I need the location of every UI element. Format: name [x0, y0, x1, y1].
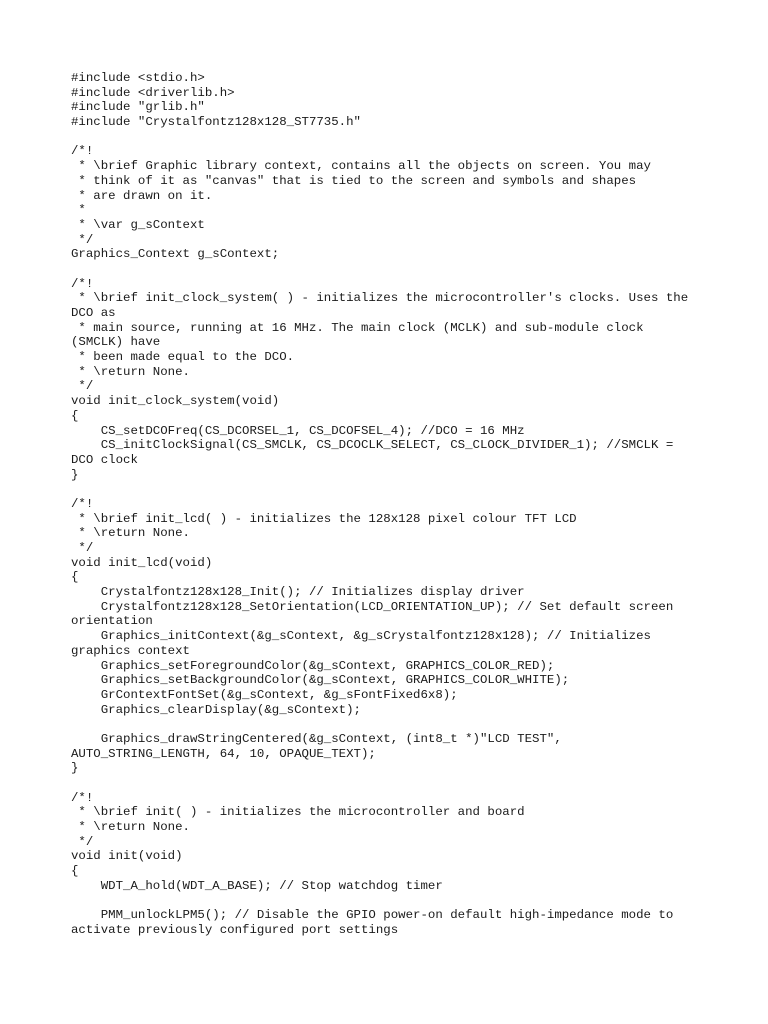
code-line: * \brief Graphic library context, contains all the objects on screen. You may	[71, 159, 651, 174]
code-line: activate previously configured port settings	[71, 922, 399, 937]
code-line: void init_clock_system(void)	[71, 394, 280, 409]
code-line: /*!	[71, 276, 94, 291]
code-line: void init_lcd(void)	[71, 555, 213, 570]
code-line: }	[71, 467, 79, 482]
code-line: PMM_unlockLPM5(); // Disable the GPIO power-on default high-impedance mode to	[71, 908, 674, 923]
code-line: graphics context	[71, 643, 190, 658]
code-line: CS_setDCOFreq(CS_DCORSEL_1, CS_DCOFSEL_4); //DCO = 16 MHz	[71, 423, 525, 438]
code-line: Crystalfontz128x128_SetOrientation(LCD_ORIENTATION_UP); // Set default screen	[71, 599, 674, 614]
code-line: */	[71, 379, 94, 394]
code-line: /*!	[71, 790, 94, 805]
code-line: * \return None.	[71, 820, 190, 835]
code-line: }	[71, 761, 79, 776]
code-line: * main source, running at 16 MHz. The main clock (MCLK) and sub-module clock	[71, 320, 644, 335]
code-line: #include <stdio.h>	[71, 71, 205, 85]
code-line: /*!	[71, 144, 94, 159]
code-line	[71, 130, 711, 145]
code-line	[71, 262, 711, 277]
code-line: WDT_A_hold(WDT_A_BASE); // Stop watchdog timer	[71, 878, 443, 893]
code-line	[71, 776, 711, 791]
code-line: DCO as	[71, 306, 116, 320]
code-line: {	[71, 408, 79, 423]
code-line: orientation	[71, 614, 153, 629]
code-line: GrContextFontSet(&g_sContext, &g_sFontFixed6x8);	[71, 687, 458, 702]
code-line: {	[71, 864, 79, 879]
code-line: * think of it as "canvas" that is tied to the screen and symbols and shapes	[71, 173, 637, 188]
code-line: * \return None.	[71, 526, 190, 541]
code-line: #include "grlib.h"	[71, 100, 205, 115]
code-line	[71, 482, 711, 497]
code-line: * are drawn on it.	[71, 188, 213, 203]
code-line: * \brief init( ) - initializes the microcontroller and board	[71, 805, 525, 820]
code-line: *	[71, 203, 86, 218]
code-line: #include "Crystalfontz128x128_ST7735.h"	[71, 115, 361, 130]
code-line: Graphics_drawStringCentered(&g_sContext, (int8_t *)"LCD TEST",	[71, 731, 562, 746]
code-line: /*!	[71, 496, 94, 511]
code-line	[71, 717, 711, 732]
code-line: void init(void)	[71, 849, 183, 864]
code-line: * \brief init_lcd( ) - initializes the 128x128 pixel colour TFT LCD	[71, 511, 577, 526]
code-line: * \var g_sContext	[71, 217, 205, 232]
code-line: (SMCLK) have	[71, 335, 161, 350]
code-line: {	[71, 570, 79, 585]
code-line: Crystalfontz128x128_Init(); // Initializes display driver	[71, 585, 525, 600]
code-line	[71, 894, 711, 909]
code-line: * \return None.	[71, 364, 190, 379]
code-line: CS_initClockSignal(CS_SMCLK, CS_DCOCLK_SELECT, CS_CLOCK_DIVIDER_1); //SMCLK =	[71, 438, 674, 453]
document-page	[71, 71, 711, 938]
code-line: Graphics_Context g_sContext;	[71, 247, 280, 262]
code-line: */	[71, 834, 94, 849]
code-line: Graphics_setForegroundColor(&g_sContext, GRAPHICS_COLOR_RED);	[71, 658, 555, 673]
code-line: AUTO_STRING_LENGTH, 64, 10, OPAQUE_TEXT);	[71, 746, 376, 761]
code-line: */	[71, 232, 94, 247]
code-line: * \brief init_clock_system( ) - initializes the microcontroller's clocks. Uses the	[71, 291, 689, 306]
code-listing	[71, 71, 711, 938]
code-line: DCO clock	[71, 452, 138, 467]
code-line: * been made equal to the DCO.	[71, 350, 295, 365]
code-line: */	[71, 541, 94, 555]
code-line: #include <driverlib.h>	[71, 85, 235, 100]
code-line: Graphics_initContext(&g_sContext, &g_sCrystalfontz128x128); // Initializes	[71, 629, 651, 644]
code-line: Graphics_setBackgroundColor(&g_sContext, GRAPHICS_COLOR_WHITE);	[71, 673, 570, 688]
code-line: Graphics_clearDisplay(&g_sContext);	[71, 702, 361, 717]
